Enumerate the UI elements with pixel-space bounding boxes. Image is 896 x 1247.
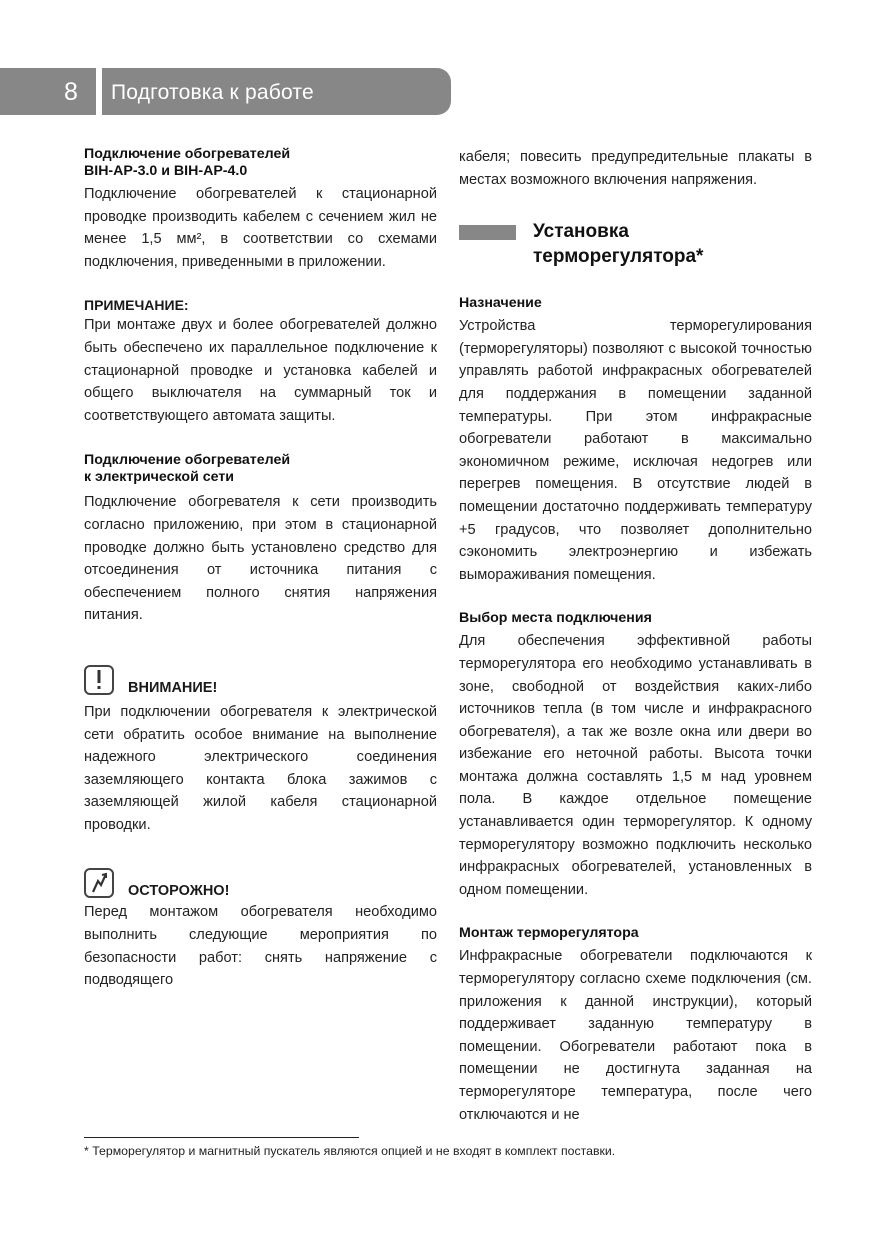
section-bar xyxy=(459,225,516,240)
paragraph: Для обеспечения эффективной работы терморегулятора его необходимо устанавливать в зоне, свободной от воздействия каких-либо источников тепла (в том числе и инфракрасного обогревателя), а так же возле окна или двери во избежание его неточной работы. Высота точки монтажа должна составлять 1,5 м над уровнем пола. В каждое отдельное помещение устанавливается один терморегулятор. К одному терморегулятору возможно подключить несколько инфракрасных обогревателей, установленных в одном помещении. xyxy=(459,633,812,898)
paragraph: При монтаже двух и более обогревателей должно быть обеспечено их параллельное подключение к стационарной проводке и установка кабелей и общего выключателя на суммарный ток и соответствующего автомата защиты. xyxy=(84,317,437,424)
heading-line: Подключение обогревателей xyxy=(84,452,291,469)
lightning-icon xyxy=(84,868,114,898)
caution-block xyxy=(84,862,437,898)
paragraph: Перед монтажом обогревателя необходимо выполнить следующие мероприятия по безопасности работ: снять напряжение с подводящего xyxy=(84,904,437,989)
section-heading: Назначение xyxy=(459,295,542,312)
paragraph: Устройства терморегулирования (терморегуляторы) позволяют с высокой точностью управлять работой инфракрасных обогревателей для поддержания в помещении заданной температуры. При этом инфракрасные обогреватели работают в максимально экономичном режиме, исключая недогрев или перегрев помещения. В отсутствие людей в помещении достаточно поддерживать температуру +5 градусов, что позволяет дополнительно сэкономить электроэнергию и избежать вымораживания помещения. xyxy=(459,318,812,583)
paragraph: Инфракрасные обогреватели подключаются к терморегулятору согласно схеме подключения (см. приложения к данной инструкции), который поддерживает заданную температуру в помещении. Обогреватели работают пока в помещении не достигнута заданная на терморегуляторе температура, после чего отключаются и не xyxy=(459,948,812,1123)
caution-label: ОСТОРОЖНО! xyxy=(128,883,230,900)
header-title: Подготовка к работе xyxy=(111,81,314,104)
exclamation-icon xyxy=(84,665,114,695)
section-heading xyxy=(84,146,437,180)
section-title xyxy=(533,219,703,269)
section-heading: Выбор места подключения xyxy=(459,610,652,627)
footnote-rule xyxy=(84,1137,359,1138)
header-separator xyxy=(96,68,102,115)
paragraph: Подключение обогревателя к сети производить согласно приложению, при этом в стационарной проводке должно быть установлено средство для отсоединения от источника питания с обеспечением полного снятия напряжения питания. xyxy=(84,494,437,624)
section-heading xyxy=(84,452,437,486)
section-title-line: терморегулятора* xyxy=(533,246,704,268)
heading-line: Подключение обогревателей xyxy=(84,146,291,162)
page-number: 8 xyxy=(64,78,78,106)
left-column xyxy=(84,146,437,992)
heading-line: BIH-AP-3.0 и BIH-AP-4.0 xyxy=(84,163,248,179)
paragraph: Подключение обогревателей к стационарной проводке производить кабелем с сечением жил не менее 1,5 мм², в соответствии со схемами подключения, приведенными в приложении. xyxy=(84,186,437,270)
right-column xyxy=(459,146,812,1126)
heading-line: к электрической сети xyxy=(84,469,235,486)
attention-block xyxy=(84,659,437,695)
footnote: * Терморегулятор и магнитный пускатель являются опцией и не входят в комплект поставки. xyxy=(84,1144,616,1158)
section-title-line: Установка xyxy=(533,221,629,243)
section-header xyxy=(459,219,812,269)
note-title: ПРИМЕЧАНИЕ: xyxy=(84,297,189,314)
section-heading: Монтаж терморегулятора xyxy=(459,925,639,942)
paragraph: кабеля; повесить предупредительные плакаты в местах возможного включения напряжения. xyxy=(459,149,812,188)
paragraph: При подключении обогревателя к электрической сети обратить особое внимание на выполнение надежного электрического соединения заземляющего контакта блока зажимов с заземляющей жилой кабеля стационарной проводки. xyxy=(84,703,437,833)
attention-label: ВНИМАНИЕ! xyxy=(128,679,218,696)
